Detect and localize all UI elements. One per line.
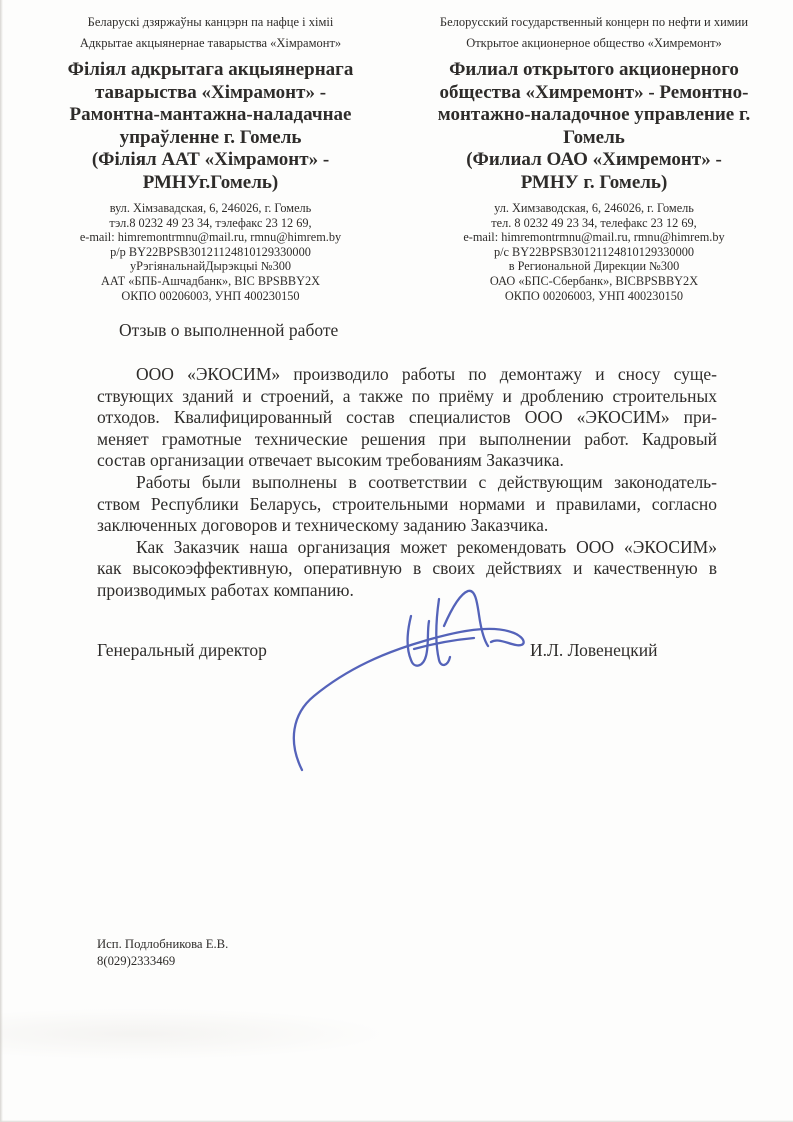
executor-phone: 8(029)2333469 [97, 954, 176, 968]
executor-name: Исп. Подлобникова Е.В. [97, 937, 229, 951]
branch-title-ru-line: Филиал открытого акционерного [449, 59, 739, 80]
letterhead-russian [408, 12, 780, 303]
subject-line: Отзыв о выполненной работе [119, 320, 339, 340]
paragraph-line: ством Республики Беларусь, строительными нормами и правилами, согласно [97, 493, 717, 514]
org-company-name-ru: Открытое акционерное общество «Химремонт» [466, 36, 722, 50]
paragraph-line: как высокоэффективную, оперативную в своих действиях и качественную в [97, 558, 717, 579]
address-ru-okpo-unp: ОКПО 00206003, УНП 400230150 [504, 288, 684, 303]
branch-title-by-line: Філіял адкрытага акцыянернага [67, 59, 354, 80]
address-by-email: e-mail: himremontrmnu@mail.ru, rmnu@himrem.by [79, 230, 342, 245]
letter-body [97, 364, 717, 602]
branch-title-ru [408, 59, 780, 194]
director-name: И.Л. Ловенецкий [530, 640, 658, 660]
address-by-bank: ААТ «БПБ-Ашчадбанк», BIC BPSBBY2X [100, 273, 321, 288]
paragraph-line: производимых работах компанию. [97, 579, 354, 600]
address-ru-street: ул. Химзаводская, 6, 246026, г. Гомель [494, 201, 694, 215]
address-ru-bank-branch: в Региональной Дирекции №300 [508, 259, 680, 274]
branch-title-by-line: (Філіял ААТ «Хімрамонт» - [91, 149, 330, 170]
paragraph-line: Работы были выполнены в соответствии с действующим законодатель- [136, 471, 717, 492]
branch-title-ru-line: общества «Химремонт» - Ремонтно- [439, 81, 749, 103]
executor-block [97, 936, 228, 970]
address-by-okpo-unp: ОКПО 00206003, УНП 400230150 [121, 288, 300, 303]
branch-title-by-line: Рамонтна-мантажна-наладачнае [69, 104, 352, 125]
address-by-street: вул. Хімзавадская, 6, 246026, г. Гомель [109, 201, 312, 215]
address-ru-account: р/с BY22BPSB30121124810129330000 [493, 244, 695, 259]
branch-title-by-line: РМНУг.Гомель) [142, 171, 279, 193]
address-ru-email: e-mail: himremontrmnu@mail.ru, rmnu@himrem.by [463, 230, 725, 245]
paragraph-line: меняет грамотные технические решения при выполнении работ. Кадровый [97, 428, 717, 449]
paragraph-line: Как Заказчик наша организация может рекомендовать ООО «ЭКОСИМ» [136, 536, 717, 557]
signature-stroke-loop2 [436, 599, 450, 665]
address-ru-bank: ОАО «БПС-Сбербанк», BICBPSBBY2X [489, 273, 699, 288]
org-company-name-by: Адкрытае акцыянернае таварыства «Хімрамонт» [79, 36, 342, 50]
scan-shadow-artifact [0, 1008, 390, 1060]
handwritten-signature [286, 586, 548, 774]
paragraph-line: отходов. Квалифицированный состав специалистов ООО «ЭКОСИМ» при- [97, 407, 717, 428]
branch-title-ru-line: РМНУ г. Гомель) [520, 171, 668, 193]
branch-title-by-line: упраўленне г. Гомель [119, 126, 302, 148]
scan-edge-left [0, 0, 3, 1122]
director-title-label: Генеральный директор [97, 640, 267, 660]
address-by-phone: тэл.8 0232 49 23 34, тэлефакс 23 12 69, [109, 215, 312, 230]
branch-title-ru-line: монтажно-наладочное управление г. [437, 104, 751, 125]
branch-title-by [28, 59, 393, 194]
address-by-bank-branch: уРэгіянальнайДырэкцыі №300 [129, 259, 292, 274]
paragraph-line: ствующих зданий и строений, а также по приёму и дроблению строительных [97, 385, 717, 406]
org-concern-name-ru: Белорусский государственный концерн по нефти и химии [439, 15, 749, 29]
org-concern-name-by: Беларускі дзяржаўны канцэрн па нафце і хіміі [87, 15, 334, 29]
signature-stroke-cross [414, 638, 474, 649]
paragraph-line: заключенных договоров и техническому заданию Заказчика. [97, 515, 549, 536]
address-block-ru [408, 201, 780, 303]
address-block-by [28, 201, 393, 303]
address-by-account: р/р BY22BPSB30121124810129330000 [110, 244, 311, 259]
paragraph-line: состав организации отвечает высоким требованиям Заказчика. [97, 450, 564, 471]
address-ru-phone: тел. 8 0232 49 23 34, телефакс 23 12 69, [491, 215, 697, 230]
letterhead-belarusian [28, 12, 393, 303]
branch-title-ru-line: (Филиал ОАО «Химремонт» - [466, 149, 722, 170]
branch-title-ru-line: Гомель [563, 126, 625, 148]
branch-title-by-line: таварыства «Хімрамонт» - [94, 81, 327, 103]
paragraph-line: ООО «ЭКОСИМ» производило работы по демонтажу и сносу суще- [136, 364, 717, 384]
